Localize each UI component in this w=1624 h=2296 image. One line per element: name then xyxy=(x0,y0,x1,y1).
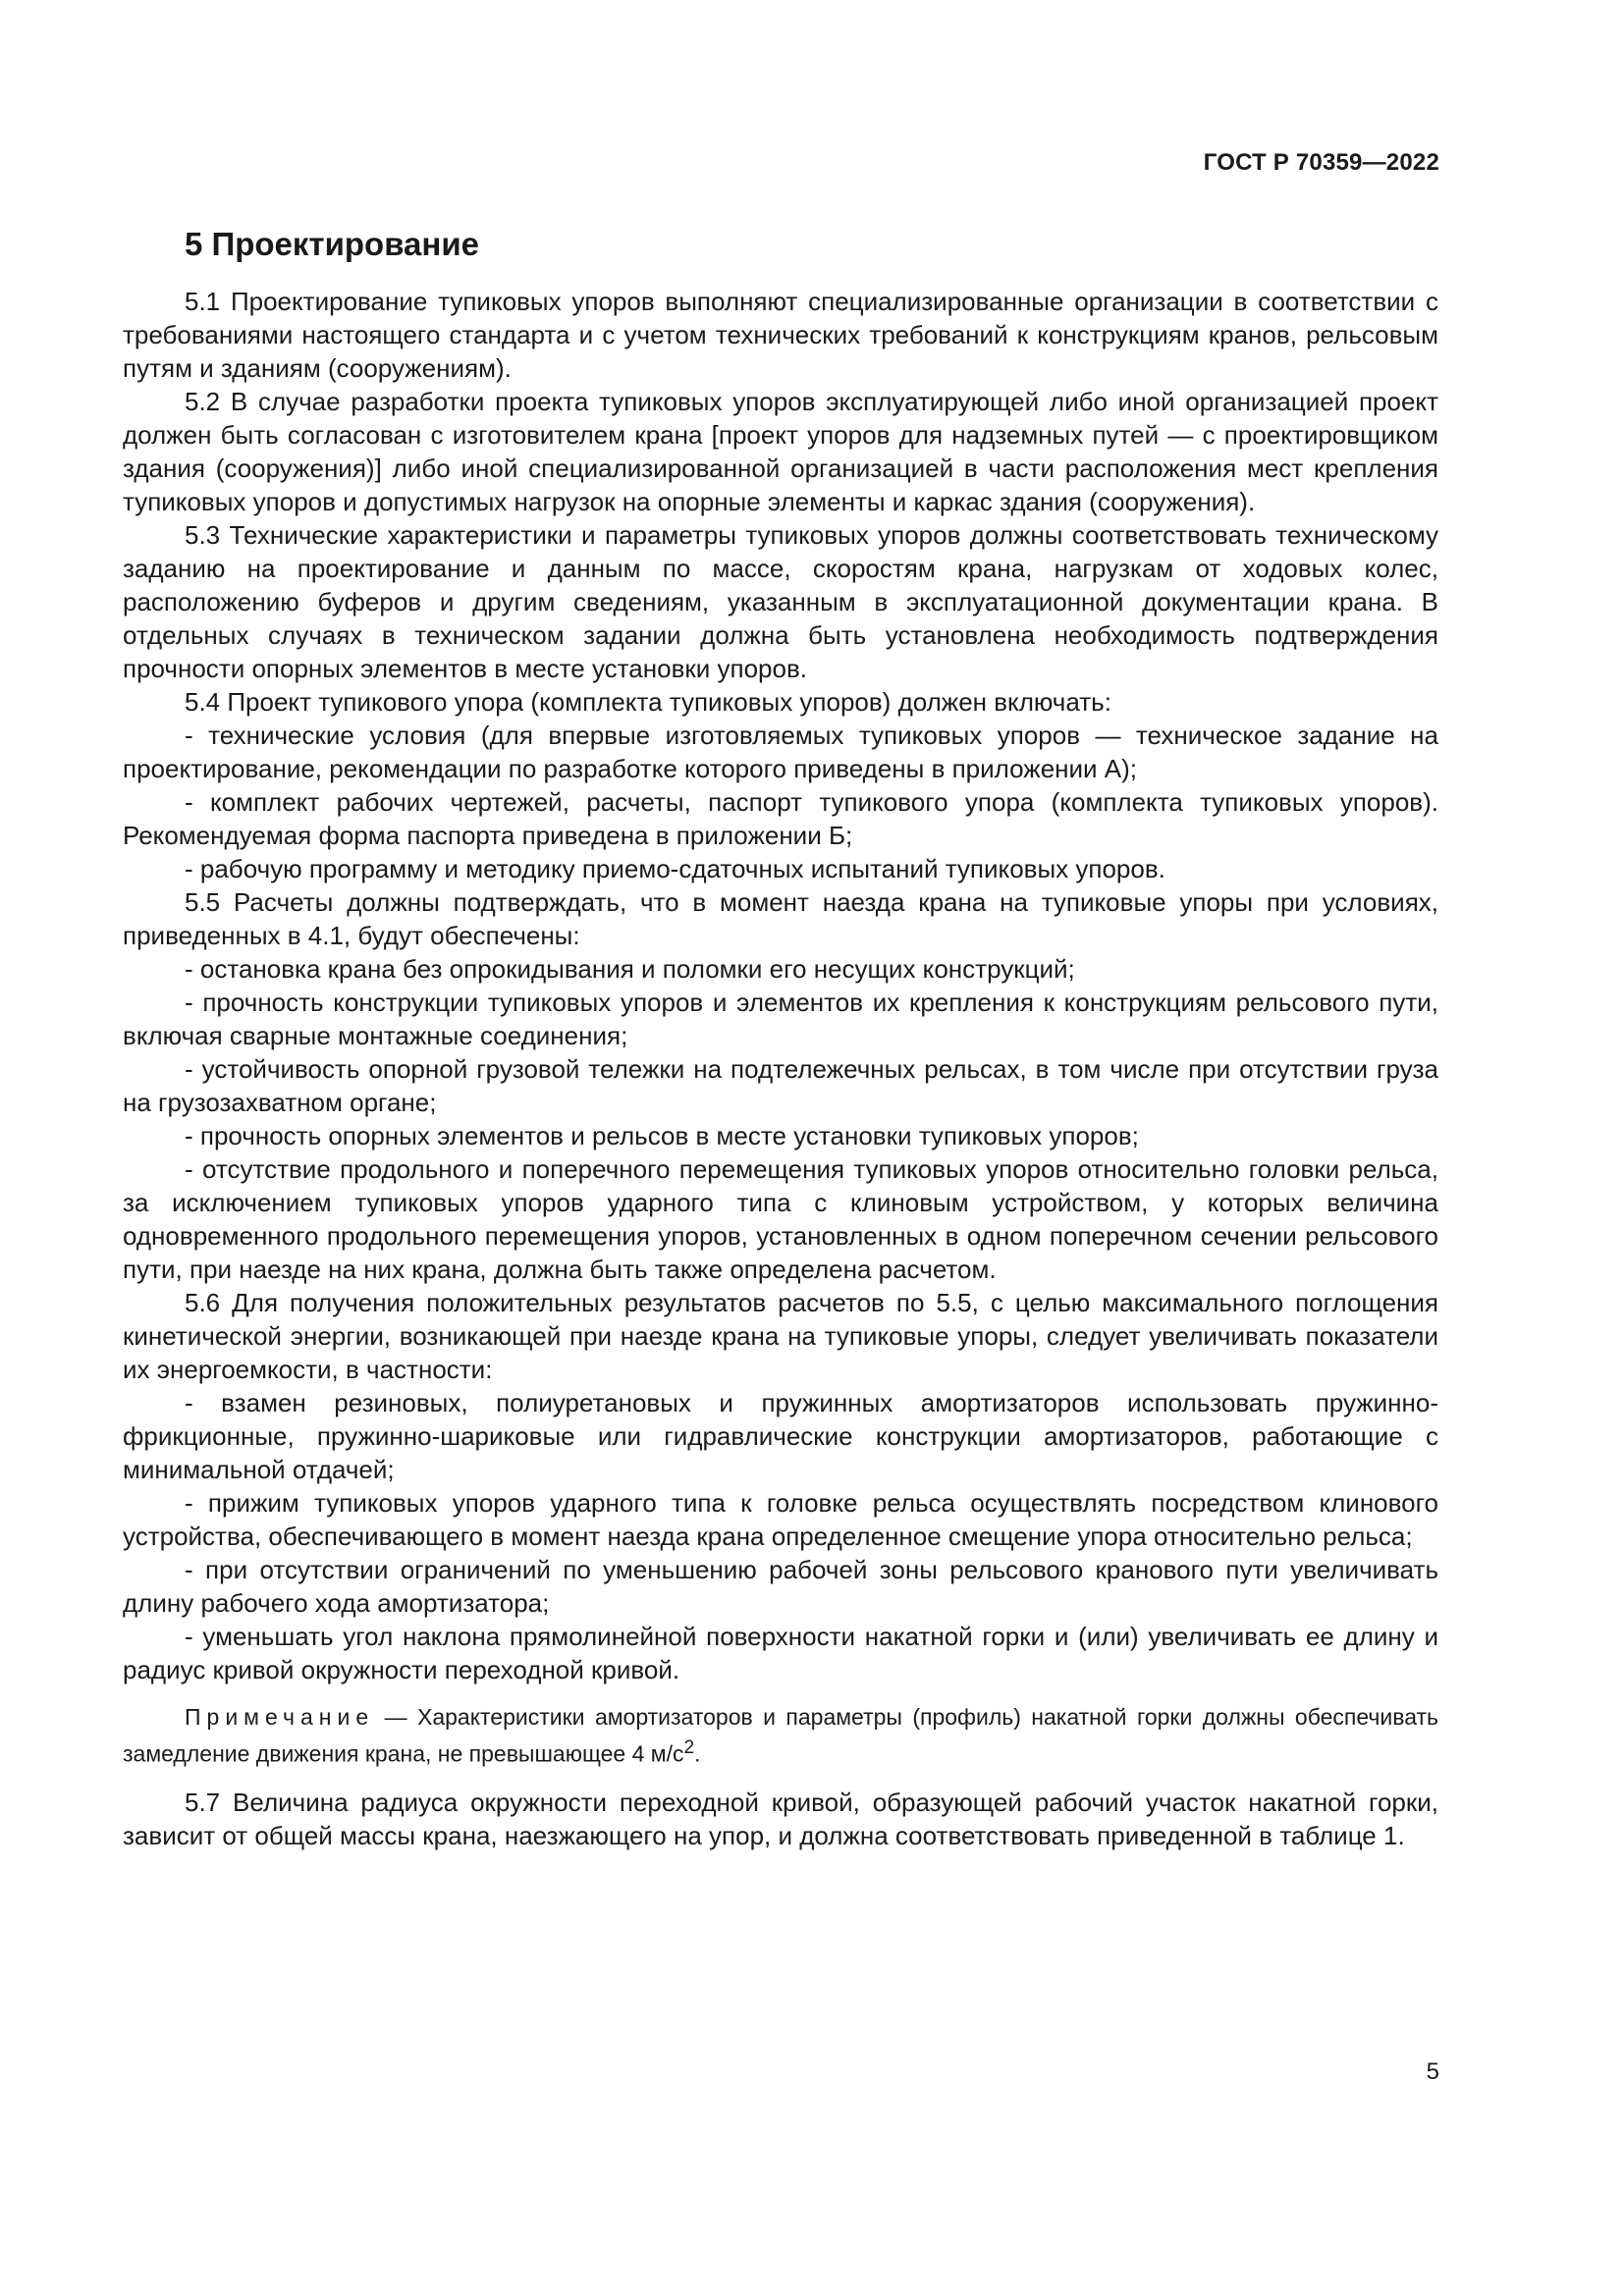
list-item: - прочность опорных элементов и рельсов в месте установки тупиковых упоров; xyxy=(185,1121,1139,1150)
paragraph-5-6: 5.6 Для получения положительных результатов расчетов по 5.5, с целью максимального поглощения кинетической энергии, возникающей при наезде крана на тупиковые упоры, следует увеличивать показатели их энергоемкости, в частности: xyxy=(123,1288,1438,1384)
list-item: - рабочую программу и методику приемо-сдаточных испытаний тупиковых упоров. xyxy=(185,854,1165,883)
list-item: - взамен резиновых, полиуретановых и пружинных амортизаторов использовать пружинно-фрикционные, пружинно-шариковые или гидравлические конструкции амортизаторов, работающие с минимальной отдачей; xyxy=(123,1388,1438,1484)
list-item: - технические условия (для впервые изготовляемых тупиковых упоров — техническое задание на проектирование, рекомендации по разработке которого приведены в приложении А); xyxy=(123,721,1438,783)
section-title: 5 Проектирование xyxy=(185,226,479,262)
list-item: - отсутствие продольного и поперечного перемещения тупиковых упоров относительно головки рельса, за исключением тупиковых упоров ударного типа с клиновым устройством, у которых величина одновременного продольного перемещения упоров, установленных в одном поперечном сечении рельсового пути, при наезде на них крана, должна быть также определена расчетом. xyxy=(123,1154,1438,1284)
section-body xyxy=(123,285,1438,1852)
list-item: - остановка крана без опрокидывания и поломки его несущих конструкций; xyxy=(185,954,1075,984)
note-superscript: 2 xyxy=(683,1737,695,1758)
list-item: - при отсутствии ограничений по уменьшению рабочей зоны рельсового кранового пути увеличивать длину рабочего хода амортизатора; xyxy=(123,1555,1438,1618)
note-label: Примечание xyxy=(185,1704,375,1730)
list-item: - прочность конструкции тупиковых упоров и элементов их крепления к конструкциям рельсового пути, включая сварные монтажные соединения; xyxy=(123,988,1438,1050)
paragraph-5-2: 5.2 В случае разработки проекта тупиковых упоров эксплуатирующей либо иной организацией проект должен быть согласован с изготовителем крана [проект упоров для надземных путей — с проектировщиком здания (сооружения)] либо иной специализированной организацией в части расположения мест крепления тупиковых упоров и допустимых нагрузок на опорные элементы и каркас здания (сооружения). xyxy=(123,387,1438,516)
paragraph-5-3: 5.3 Технические характеристики и параметры тупиковых упоров должны соответствовать техническому заданию на проектирование и данным по массе, скоростям крана, нагрузкам от ходовых колес, расположению буферов и другим сведениям, указанным в эксплуатационной документации крана. В отдельных случаях в техническом задании должна быть установлена необходимость подтверждения прочности опорных элементов в месте установки упоров. xyxy=(123,520,1438,683)
paragraph-5-4: 5.4 Проект тупикового упора (комплекта тупиковых упоров) должен включать: xyxy=(185,687,1111,717)
list-item: - уменьшать угол наклона прямолинейной поверхности накатной горки и (или) увеличивать ее длину и радиус кривой окружности переходной кривой. xyxy=(123,1622,1438,1684)
document-code: ГОСТ Р 70359—2022 xyxy=(1203,149,1439,176)
paragraph-5-7: 5.7 Величина радиуса окружности переходной кривой, образующей рабочий участок накатной горки, зависит от общей массы крана, наезжающего на упор, и должна соответствовать приведенной в таблице 1. xyxy=(123,1787,1438,1850)
list-item: - устойчивость опорной грузовой тележки на подтележечных рельсах, в том числе при отсутствии груза на грузозахватном органе; xyxy=(123,1054,1438,1117)
paragraph-5-1: 5.1 Проектирование тупиковых упоров выполняют специализированные организации в соответствии с требованиями настоящего стандарта и с учетом технических требований к конструкциям кранов, рельсовым путям и зданиям (сооружениям). xyxy=(123,287,1438,383)
list-item: - прижим тупиковых упоров ударного типа к головке рельса осуществлять посредством клинового устройства, обеспечивающего в момент наезда крана определенное смещение упора относительно рельса; xyxy=(123,1488,1438,1551)
note-text: — Характеристики амортизаторов и параметры (профиль) накатной горки должны обеспечивать замедление движения крана, не превышающее 4 м/с xyxy=(123,1704,1438,1767)
page-number: 5 xyxy=(1426,2058,1439,2085)
list-item: - комплект рабочих чертежей, расчеты, паспорт тупикового упора (комплекта тупиковых упоров). Рекомендуемая форма паспорта приведена в приложении Б; xyxy=(123,787,1438,850)
note xyxy=(123,1702,1438,1770)
note-end: . xyxy=(694,1740,701,1767)
paragraph-5-5: 5.5 Расчеты должны подтверждать, что в момент наезда крана на тупиковые упоры при условиях, приведенных в 4.1, будут обеспечены: xyxy=(123,887,1438,950)
